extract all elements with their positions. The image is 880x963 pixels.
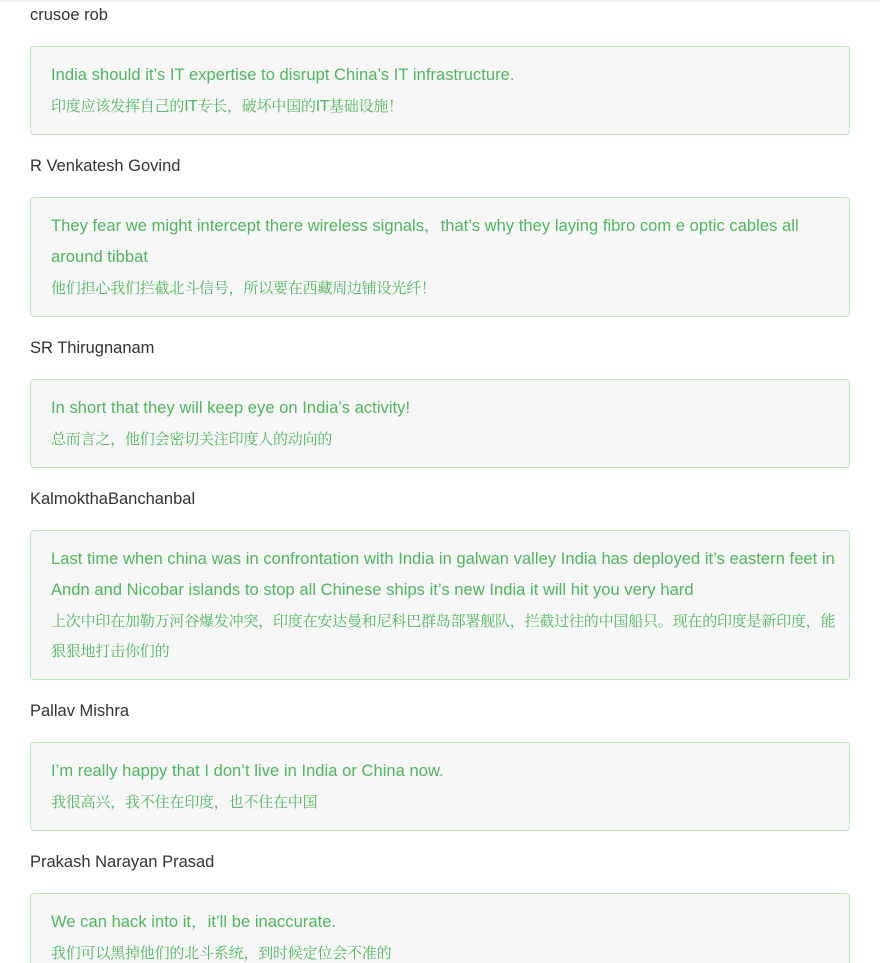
comment-text-chinese: 上次中印在加勒万河谷爆发冲突，印度在安达曼和尼科巴群岛部署舰队，拦截过往的中国船只。现在的印度是新印度，能狠狠地打击你们的 [51, 612, 836, 660]
comment-text-chinese: 他们担心我们拦截北斗信号，所以要在西藏周边铺设光纤！ [51, 279, 436, 297]
comment-item [30, 851, 850, 963]
comment-item [30, 155, 850, 317]
comment-author[interactable]: crusoe rob [30, 6, 108, 24]
comment-author[interactable]: KalmokthaBanchanbal [30, 490, 196, 508]
comment-bubble [30, 742, 850, 831]
comment-text-english: They fear we might intercept there wireless signals，that’s why they laying fibro com e optic cables all around tibbat [51, 217, 799, 266]
comment-item [30, 4, 850, 135]
comment-item [30, 488, 850, 680]
comment-text-chinese: 我们可以黑掉他们的北斗系统，到时候定位会不准的 [51, 944, 392, 962]
comment-bubble [30, 46, 850, 135]
comment-text-chinese: 印度应该发挥自己的IT专长，破坏中国的IT基础设施！ [51, 97, 403, 115]
comment-text-english: Last time when china was in confrontation with India in galwan valley India has deployed it’s eastern feet in Andn and Nicobar islands to stop all Chinese ships it’s new India it will hit you very hard [51, 550, 835, 599]
comment-feed [30, 4, 850, 963]
comment-text-chinese: 总而言之，他们会密切关注印度人的动向的 [51, 430, 333, 448]
comment-item [30, 337, 850, 468]
comment-text-english: India should it’s IT expertise to disrupt China’s IT infrastructure. [51, 66, 515, 84]
comment-bubble [30, 893, 850, 963]
comment-text-english: I’m really happy that I don’t live in India or China now. [51, 762, 444, 780]
comment-bubble [30, 197, 850, 317]
comment-author[interactable]: SR Thirugnanam [30, 339, 155, 357]
top-edge-shadow [0, 0, 880, 3]
comment-bubble [30, 530, 850, 680]
comment-author[interactable]: Pallav Mishra [30, 702, 130, 720]
comment-text-english: In short that they will keep eye on India’s activity! [51, 399, 411, 417]
comment-item [30, 700, 850, 831]
comment-bubble [30, 379, 850, 468]
comment-author[interactable]: Prakash Narayan Prasad [30, 853, 215, 871]
comment-author[interactable]: R Venkatesh Govind [30, 157, 181, 175]
comment-text-chinese: 我很高兴，我不住在印度，也不住在中国 [51, 793, 318, 811]
comment-text-english: We can hack into it，it’ll be inaccurate. [51, 913, 337, 931]
